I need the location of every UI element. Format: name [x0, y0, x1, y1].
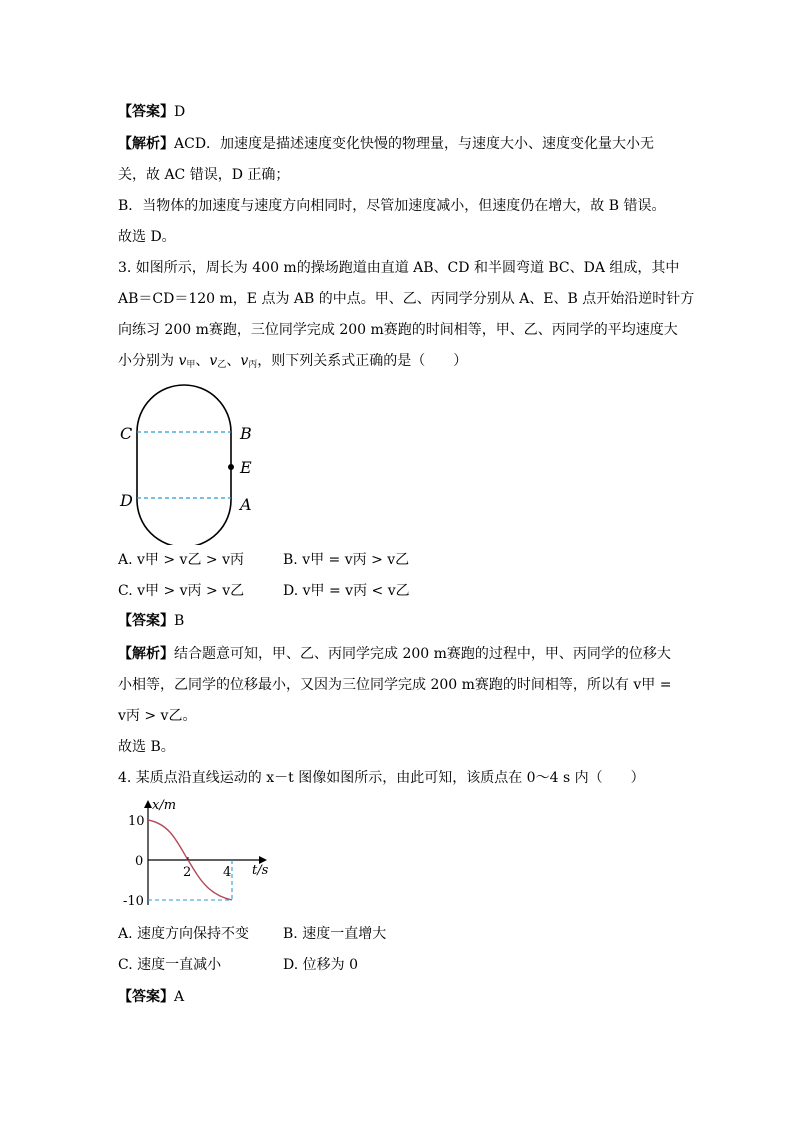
q2-analysis-line1 [118, 134, 654, 154]
q3-analysis-line1 [118, 644, 671, 664]
y-tick-10: 10 [128, 814, 145, 829]
q4-option-b[interactable]: B. 速度一直增大 [283, 926, 387, 942]
v-symbol: v [178, 353, 187, 369]
q3-conclusion: 故选 B。 [118, 739, 175, 755]
v-symbol: v [209, 353, 218, 369]
q3-stem-line4: 小分别为 $v_甲$、$v_乙$、$v_丙$，则下列关系式正确的是（ ） [118, 353, 468, 370]
x-axis-label: t/s [252, 863, 269, 878]
q4-option-c[interactable]: C. 速度一直减小 [118, 957, 222, 973]
q2-conclusion: 故选 D。 [118, 229, 176, 245]
analysis-tag: 【解析】 [118, 646, 174, 662]
x-tick-4: 4 [223, 865, 232, 880]
q3-stem-line2: AB＝CD＝120 m，E 点为 AB 的中点。甲、乙、丙同学分别从 A、E、B 点开始沿逆时针方 [118, 291, 695, 307]
track-outline [137, 385, 231, 545]
analysis-text: ACD．加速度是描述速度变化快慢的物理量，与速度大小、速度变化量大小无 [174, 136, 655, 152]
q2-analysis-line2: 关，故 AC 错误，D 正确； [118, 167, 290, 183]
label-e: E [240, 458, 252, 477]
q2-analysis-line3: B．当物体的加速度与速度方向相同时，尽管加速度减小，但速度仍在增大，故 B 错误。 [118, 198, 666, 214]
q3-option-a[interactable]: A. v甲 > v乙 > v丙 [118, 552, 244, 568]
q4-option-d[interactable]: D. 位移为 0 [283, 957, 358, 973]
answer-value: A [174, 989, 185, 1005]
v-subscript: 甲 [186, 360, 196, 370]
y-axis-label: x/m [152, 798, 177, 813]
q3-option-c[interactable]: C. v甲 > v丙 > v乙 [118, 583, 245, 599]
v-subscript: 丙 [248, 360, 258, 370]
q4-answer-line [118, 987, 184, 1007]
answer-tag: 【答案】 [118, 989, 174, 1005]
y-tick-0: 0 [135, 854, 144, 869]
q4-option-a[interactable]: A. 速度方向保持不变 [118, 926, 250, 942]
stem-text: 小分别为 [118, 353, 179, 369]
answer-value: D [174, 104, 186, 120]
q3-stem-line3: 向练习 200 m赛跑，三位同学完成 200 m赛跑的时间相等，甲、乙、丙同学的平均速度大 [118, 322, 678, 338]
label-c: C [120, 424, 133, 443]
q3-analysis-line2: 小相等，乙同学的位移最小，又因为三位同学完成 200 m赛跑的时间相等，所以有 v甲 = [118, 677, 672, 693]
answer-value: B [174, 613, 185, 629]
q3-analysis-line3: v丙 > v乙。 [118, 708, 197, 724]
analysis-text: 结合题意可知，甲、乙、丙同学完成 200 m赛跑的过程中，甲、丙同学的位移大 [174, 646, 671, 662]
label-a: A [240, 495, 252, 514]
q3-option-b[interactable]: B. v甲 = v丙 > v乙 [283, 552, 410, 568]
point-e [228, 464, 234, 470]
answer-tag: 【答案】 [118, 613, 174, 629]
q3-stem-line1: 3. 如图所示，周长为 400 m的操场跑道由直道 AB、CD 和半圆弯道 BC、DA 组成，其中 [118, 260, 680, 276]
analysis-tag: 【解析】 [118, 136, 174, 152]
label-b: B [240, 424, 252, 443]
v-subscript: 乙 [217, 360, 227, 370]
stem-text: ，则下列关系式正确的是（ ） [257, 353, 468, 369]
x-tick-2: 2 [183, 865, 192, 880]
track-figure [115, 380, 275, 545]
q3-answer-line [118, 611, 184, 631]
xt-graph [115, 797, 285, 917]
v-symbol: v [240, 353, 249, 369]
q2-answer-line [118, 102, 185, 122]
q4-stem: 4. 某质点沿直线运动的 x－t 图像如图所示，由此可知，该质点在 0～4 s 内（ ） [118, 770, 645, 786]
y-tick-neg10: -10 [123, 894, 144, 909]
y-axis-arrow-icon [144, 800, 152, 808]
label-d: D [120, 491, 133, 510]
answer-tag: 【答案】 [118, 104, 174, 120]
q3-option-d[interactable]: D. v甲 = v丙 < v乙 [283, 583, 410, 599]
